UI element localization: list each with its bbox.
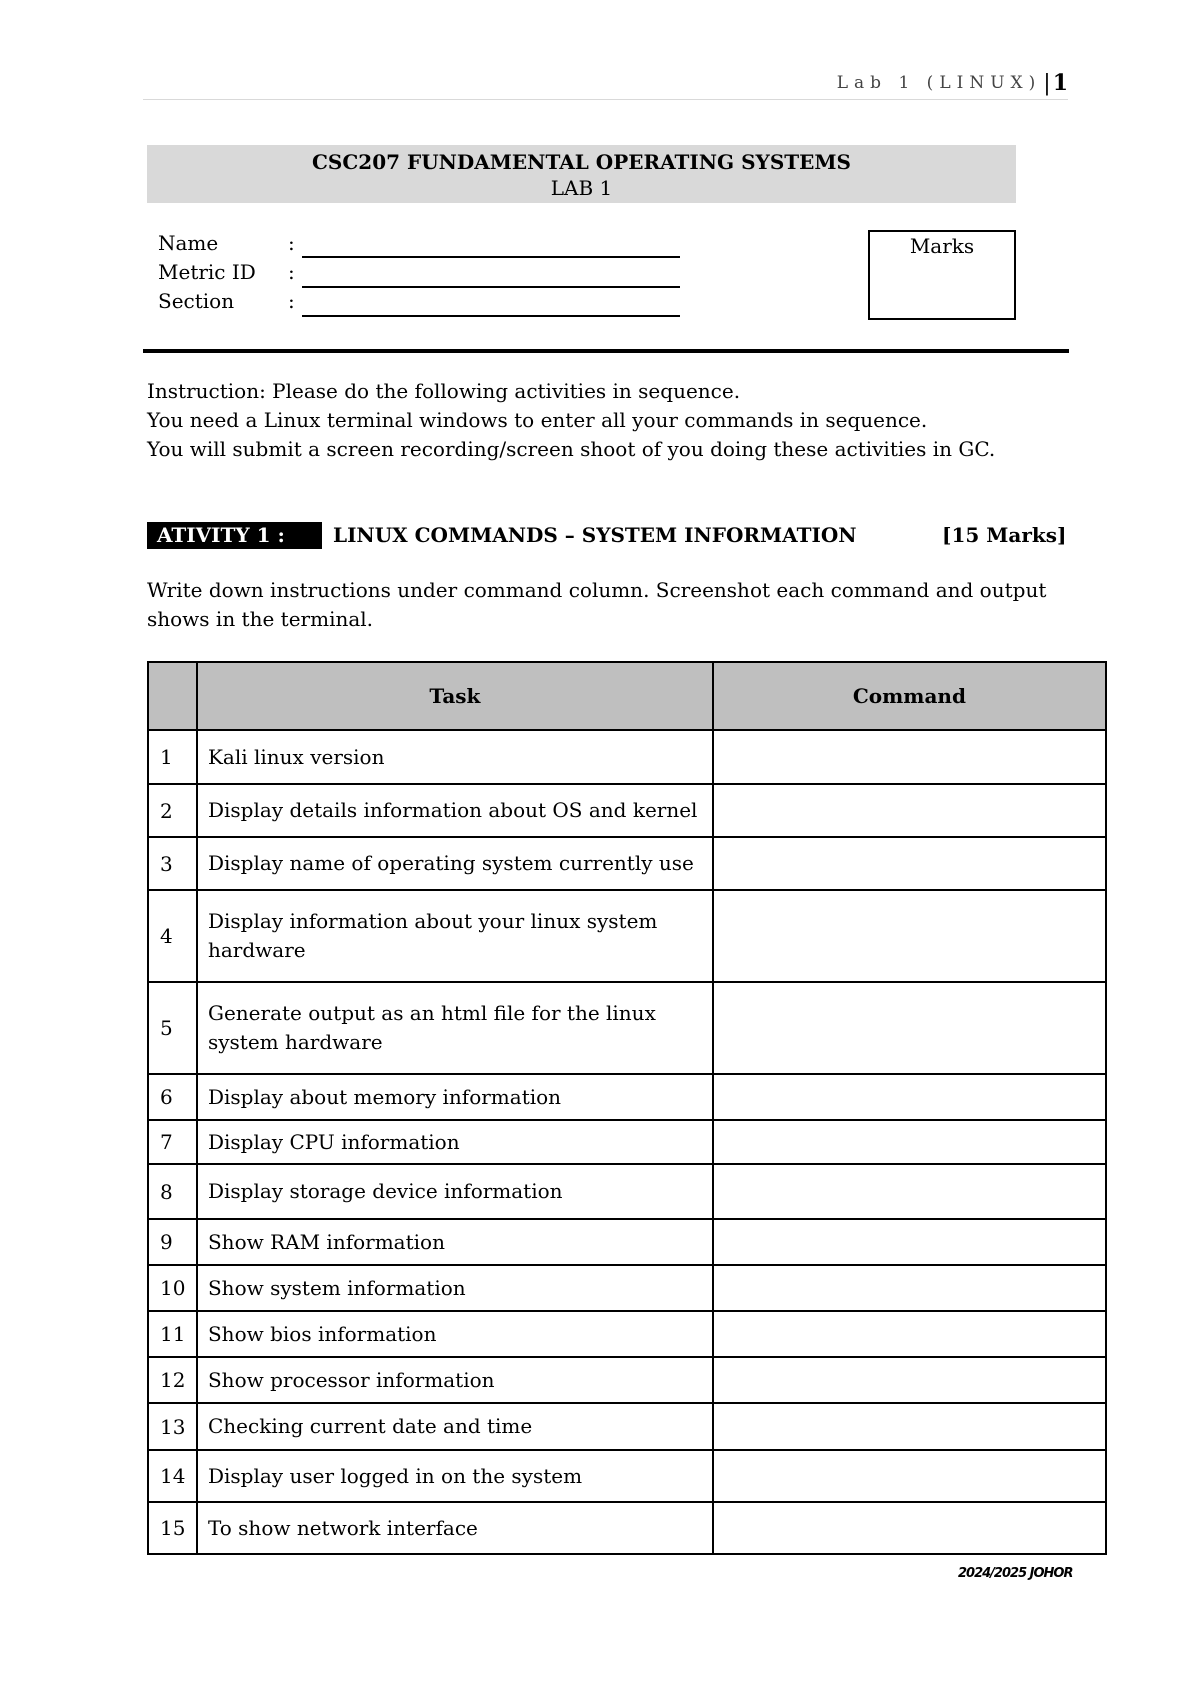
row-number: 13 — [148, 1403, 197, 1450]
page-number: 1 — [1052, 70, 1068, 96]
row-task: Display details information about OS and kernel — [197, 784, 713, 837]
section-field-line[interactable] — [302, 315, 680, 317]
row-command-cell[interactable] — [713, 1074, 1106, 1120]
row-number: 3 — [148, 837, 197, 890]
table-row — [148, 730, 1106, 784]
row-command-cell[interactable] — [713, 1311, 1106, 1357]
row-task: Display about memory information — [197, 1074, 713, 1120]
row-task: Checking current date and time — [197, 1403, 713, 1450]
row-command-cell[interactable] — [713, 982, 1106, 1074]
row-task: Display storage device information — [197, 1164, 713, 1219]
table-header-row — [148, 662, 1106, 730]
table-row — [148, 982, 1106, 1074]
metric-id-label: Metric ID — [158, 260, 256, 284]
section-label: Section — [158, 289, 235, 313]
name-label: Name — [158, 231, 219, 255]
activity-description: Write down instructions under command column. Screenshot each command and output shows in the terminal. — [147, 578, 1047, 631]
instruction-line-3: You will submit a screen recording/screen shoot of you doing these activities in GC. — [147, 437, 996, 461]
row-command-cell[interactable] — [713, 837, 1106, 890]
table-row — [148, 1164, 1106, 1219]
row-number: 7 — [148, 1120, 197, 1164]
table-row — [148, 837, 1106, 890]
header-number — [148, 662, 197, 730]
marks-box — [868, 230, 1016, 320]
row-command-cell[interactable] — [713, 784, 1106, 837]
table-row — [148, 1074, 1106, 1120]
row-number: 12 — [148, 1357, 197, 1403]
row-command-cell[interactable] — [713, 1120, 1106, 1164]
row-task: Show bios information — [197, 1311, 713, 1357]
row-task: Display CPU information — [197, 1120, 713, 1164]
name-colon: : — [288, 231, 295, 255]
row-number: 10 — [148, 1265, 197, 1311]
row-command-cell[interactable] — [713, 1219, 1106, 1265]
course-title: CSC207 FUNDAMENTAL OPERATING SYSTEMS — [312, 150, 851, 174]
row-command-cell[interactable] — [713, 730, 1106, 784]
row-command-cell[interactable] — [713, 890, 1106, 982]
row-command-cell[interactable] — [713, 1403, 1106, 1450]
row-number: 2 — [148, 784, 197, 837]
row-number: 9 — [148, 1219, 197, 1265]
lab-title: LAB 1 — [550, 176, 613, 200]
header-command: Command — [713, 662, 1106, 730]
row-task: Display information about your linux system hardware — [197, 890, 713, 982]
row-number: 1 — [148, 730, 197, 784]
page-header — [143, 70, 1068, 100]
row-number: 8 — [148, 1164, 197, 1219]
row-command-cell[interactable] — [713, 1357, 1106, 1403]
task-table — [147, 661, 1107, 1555]
row-command-cell[interactable] — [713, 1164, 1106, 1219]
table-row — [148, 1120, 1106, 1164]
row-task: Generate output as an html file for the linux system hardware — [197, 982, 713, 1074]
name-field-line[interactable] — [302, 256, 680, 258]
table-row — [148, 1219, 1106, 1265]
row-number: 11 — [148, 1311, 197, 1357]
table-row — [148, 1502, 1106, 1554]
activity-badge: ATIVITY 1 : — [147, 522, 322, 549]
row-number: 14 — [148, 1450, 197, 1502]
header-task: Task — [197, 662, 713, 730]
table-row — [148, 1265, 1106, 1311]
row-task: Kali linux version — [197, 730, 713, 784]
metric-id-field-line[interactable] — [302, 286, 680, 288]
row-task: Display name of operating system currently use — [197, 837, 713, 890]
row-task: To show network interface — [197, 1502, 713, 1554]
table-row — [148, 890, 1106, 982]
title-box — [147, 145, 1016, 203]
header-separator: | — [1043, 70, 1051, 96]
table-row — [148, 1357, 1106, 1403]
row-number: 6 — [148, 1074, 197, 1120]
row-task: Display user logged in on the system — [197, 1450, 713, 1502]
row-command-cell[interactable] — [713, 1502, 1106, 1554]
instruction-line-2: You need a Linux terminal windows to enter all your commands in sequence. — [147, 408, 928, 432]
table-row — [148, 1311, 1106, 1357]
metric-id-colon: : — [288, 260, 295, 284]
section-divider — [143, 349, 1069, 353]
row-command-cell[interactable] — [713, 1265, 1106, 1311]
section-colon: : — [288, 289, 295, 313]
row-task: Show processor information — [197, 1357, 713, 1403]
row-number: 5 — [148, 982, 197, 1074]
activity-marks: [15 Marks] — [942, 523, 1067, 547]
footer-note: 2024/2025 JOHOR — [958, 1566, 1073, 1581]
row-number: 4 — [148, 890, 197, 982]
activity-title: LINUX COMMANDS – SYSTEM INFORMATION — [333, 523, 857, 547]
table-row — [148, 784, 1106, 837]
marks-label: Marks — [909, 234, 975, 258]
table-row — [148, 1403, 1106, 1450]
instruction-line-1: Instruction: Please do the following activities in sequence. — [147, 379, 741, 403]
table-row — [148, 1450, 1106, 1502]
row-number: 15 — [148, 1502, 197, 1554]
header-lab-label: Lab 1 (LINUX) — [836, 73, 1042, 93]
row-command-cell[interactable] — [713, 1450, 1106, 1502]
row-task: Show RAM information — [197, 1219, 713, 1265]
row-task: Show system information — [197, 1265, 713, 1311]
